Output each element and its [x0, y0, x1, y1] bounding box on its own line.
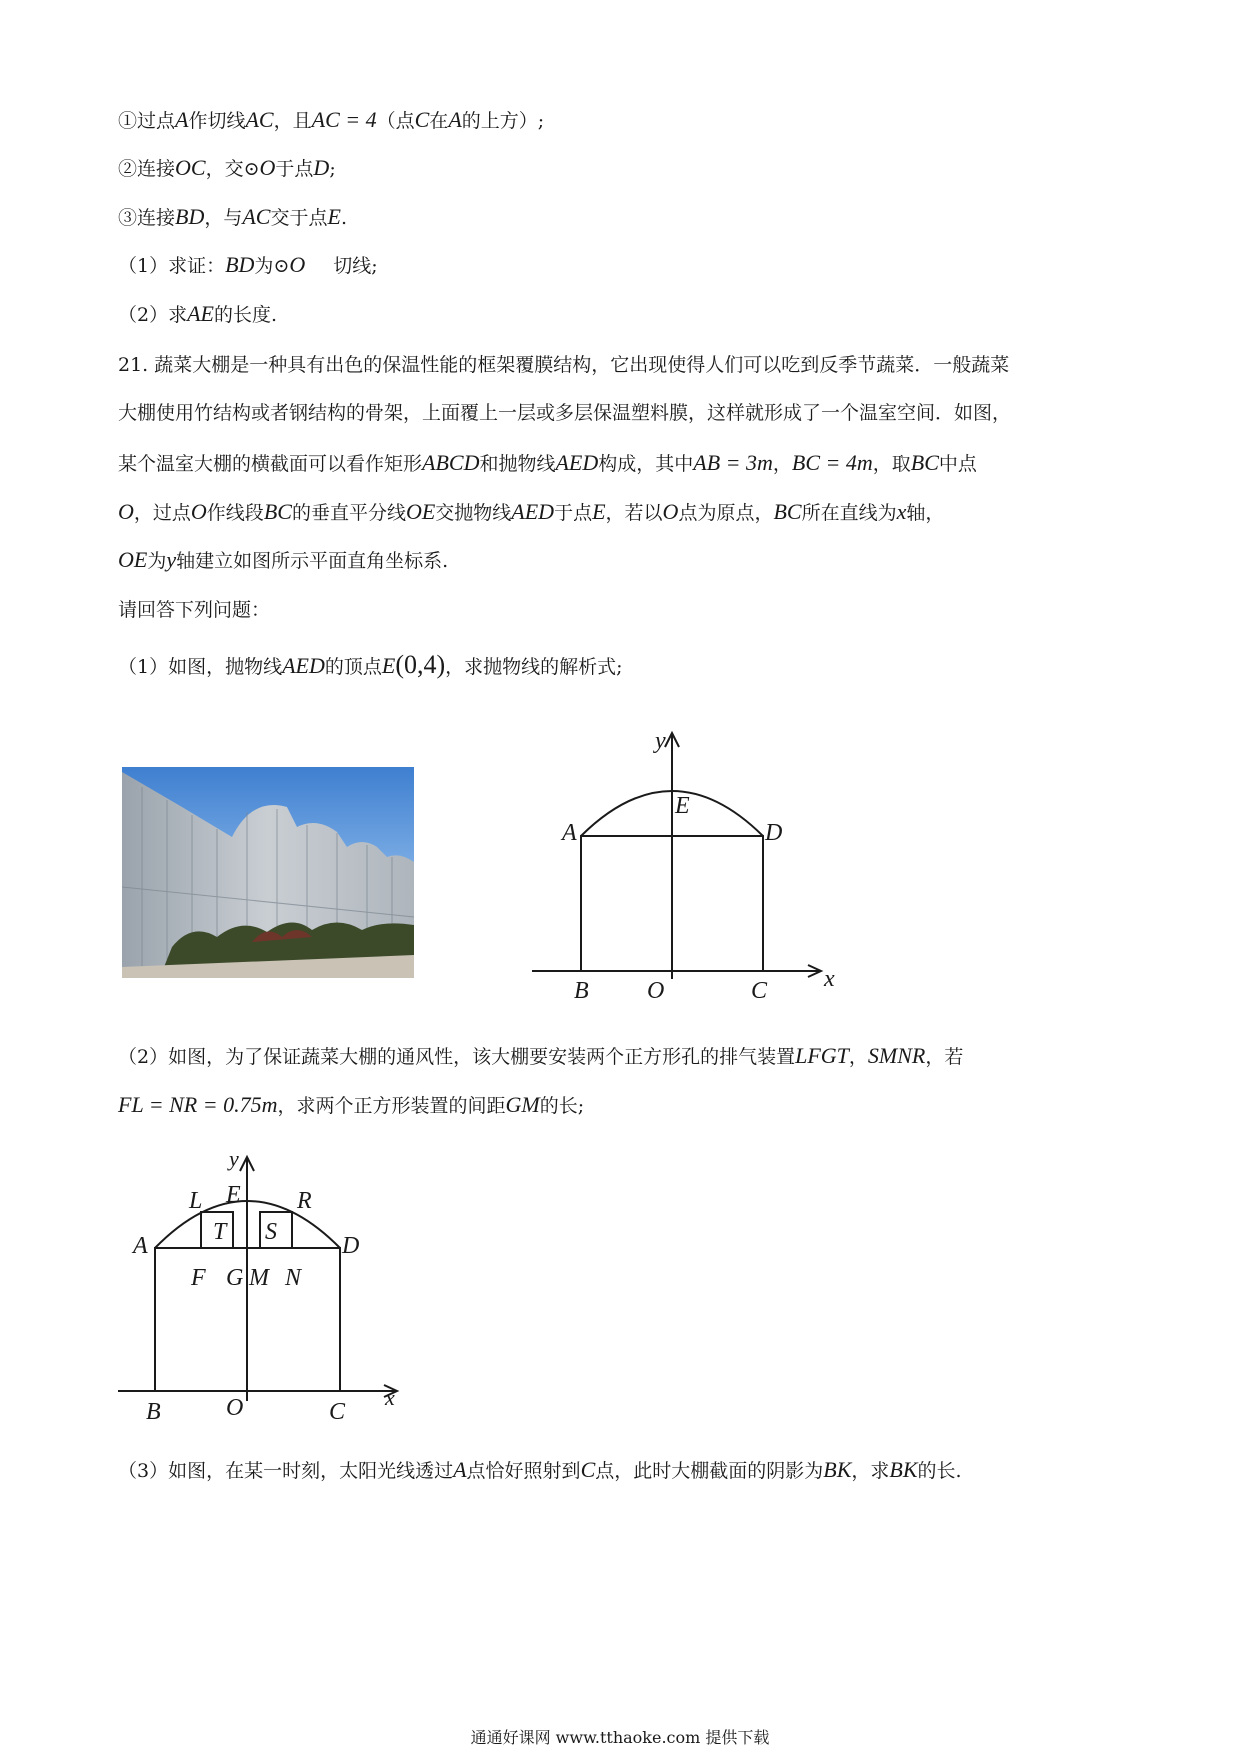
part-1-line: （1）求证：BD为⊙O 切线; — [118, 252, 378, 277]
q21-line-4: O，过点O作线段BC的垂直平分线OE交抛物线AED于点E，若以O点为原点，BC所在直线为x轴， — [118, 499, 945, 524]
fig1-label-a: A — [562, 820, 577, 846]
figure-2-vent-diagram — [110, 1145, 410, 1435]
fig2-label-c: C — [329, 1399, 346, 1425]
step-1-line: ①过点A作切线AC，且AC = 4（点C在A的上方）; — [118, 107, 545, 132]
q21-line-6: 请回答下列问题： — [118, 599, 271, 621]
fig2-label-s: S — [265, 1219, 277, 1245]
q21-line-2: 大棚使用竹结构或者钢结构的骨架，上面覆上一层或多层保温塑料膜，这样就形成了一个温室空间．如图， — [118, 402, 1012, 424]
fig2-label-r: R — [297, 1188, 312, 1214]
fig2-label-n: N — [285, 1265, 302, 1291]
q21-line-3: 某个温室大棚的横截面可以看作矩形ABCD和抛物线AED构成，其中AB = 3m，BC = 4m，取BC中点 — [118, 450, 977, 475]
fig2-label-m: M — [249, 1265, 269, 1291]
q21-line-5: OE为y轴建立如图所示平面直角坐标系. — [118, 547, 449, 572]
part-2-line: （2）求AE的长度. — [118, 301, 278, 326]
fig2-label-b: B — [146, 1399, 161, 1425]
fig2-label-e: E — [226, 1182, 241, 1208]
q21-line-1: 21. 蔬菜大棚是一种具有出色的保温性能的框架覆膜结构，它出现使得人们可以吃到反季节蔬菜．一般蔬菜 — [118, 354, 1010, 376]
fig2-label-l: L — [189, 1188, 203, 1214]
q21-part-3-line: （3）如图，在某一时刻，太阳光线透过A点恰好照射到C点，此时大棚截面的阴影为BK，求BK的长. — [118, 1457, 962, 1482]
fig1-label-c: C — [751, 978, 768, 1000]
fig2-label-d: D — [342, 1233, 360, 1259]
fig1-label-o: O — [647, 978, 665, 1000]
q21-part-2-line-2: FL = NR = 0.75m，求两个正方形装置的间距GM的长; — [118, 1092, 585, 1117]
page-footer: 通通好课网 www.tthaoke.com 提供下载 — [470, 1728, 770, 1747]
fig1-label-x: x — [824, 966, 835, 992]
figure-1-coordinate-diagram — [520, 720, 840, 1000]
fig2-label-f: F — [191, 1265, 206, 1291]
greenhouse-photo — [122, 767, 414, 978]
fig1-label-e: E — [675, 793, 690, 819]
fig1-label-b: B — [574, 978, 589, 1000]
fig2-label-t: T — [213, 1219, 227, 1245]
step-2-line: ②连接OC，交⊙O于点D; — [118, 155, 336, 180]
fig1-label-d: D — [765, 820, 783, 846]
q21-part-1: （1）如图，抛物线AED的顶点E(0,4)，求抛物线的解析式; — [118, 650, 623, 679]
fig2-label-o: O — [226, 1395, 244, 1421]
fig2-label-x: x — [385, 1385, 395, 1410]
step-3-line: ③连接BD，与AC交于点E. — [118, 204, 347, 229]
fig2-label-a: A — [133, 1233, 148, 1259]
q21-part-2-line-1: （2）如图，为了保证蔬菜大棚的通风性，该大棚要安装两个正方形孔的排气装置LFGT，SMNR，若 — [118, 1043, 964, 1068]
fig2-label-y: y — [229, 1146, 239, 1171]
fig2-label-g: G — [226, 1265, 244, 1291]
fig1-label-y: y — [655, 728, 666, 754]
